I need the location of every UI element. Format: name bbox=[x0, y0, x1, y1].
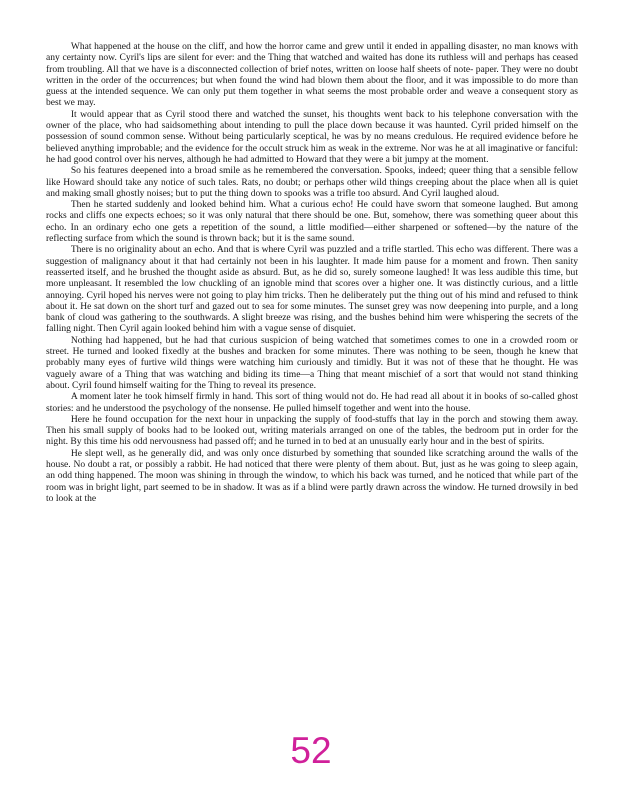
paragraph: There is no originality about an echo. And that is where Cyril was puzzled and a trifle startled. This echo was different. There was a suggestion of malignancy about it that had certainly not been in his laughter. It made him pause for a moment and frown. Then sanity reasserted itself, and he brushed the thought aside as absurd. But, as he did so, surely someone laughed! It was less audible this time, but more unpleasant. It resembled the low chuckling of an ignoble mind that scores over a higher one. It was distinctly curious, and a little annoying. Cyril hoped his nerves were not going to play him tricks. Then he deliberately put the thing out of his mind and refused to think about it. He sat down on the short turf and gazed out to sea for some minutes. The sunset grey was now deepening into purple, and a long bank of cloud was gathering to the southwards. A slight breeze was rising, and the bushes behind him were whispering the secrets of the falling night. Then Cyril again looked behind him with a vague sense of disquiet. bbox=[46, 244, 578, 335]
paragraph: So his features deepened into a broad smile as he remembered the conversation. Spooks, indeed; queer thing that a sensible fellow like Howard should take any notice of such tales. Rats, no doubt; or perhaps other wild things creeping about the place when all is quiet and making small ghostly noises; but to put the thing down to spooks was a trifle too absurd. And Cyril laughed aloud. bbox=[46, 165, 578, 199]
paragraph: What happened at the house on the cliff, and how the horror came and grew until it ended in appalling disaster, no man knows with any certainty now. Cyril's lips are silent for ever: and the Thing that watched and waited has done its ruthless will and perhaps has ceased from troubling. All that we have is a disconnected collection of brief notes, written on loose half sheets of note- paper. They were no doubt written in the order of the occurrences; but when found the wind had blown them about the floor, and it was impossible to do more than guess at the intended sequence. We can only put them together in what seems the most probable order and weave a consequent story as best we may. bbox=[46, 41, 578, 109]
paragraph: It would appear that as Cyril stood there and watched the sunset, his thoughts went back to his telephone conversation with the owner of the place, who had saidsomething about intending to pull the place down because it was haunted. Cyril prided himself on the possession of sound common sense. Without being particularly sceptical, he was by no means credulous. He required evidence before he believed anything improbable; and the evidence for the occult struck him as weak in the extreme. Nor was he at all imaginative or fanciful: he had good control over his nerves, although he had admitted to Howard that they were a bit jumpy at the moment. bbox=[46, 108, 578, 165]
body-text bbox=[46, 41, 578, 504]
paragraph: Nothing had happened, but he had that curious suspicion of being watched that sometimes comes to one in a crowded room or street. He turned and looked fixedly at the bushes and bracken for some minutes. There was nothing to be seen, though he knew that probably many eyes of furtive wild things were watching him curiously and timidly. But it was not of these that he thought. He was vaguely aware of a Thing that was watching and biding its time—a Thing that meant mischief of a sort that would not stand thinking about. Cyril found himself waiting for the Thing to reveal its presence. bbox=[46, 334, 578, 391]
paragraph: Here he found occupation for the next hour in unpacking the supply of food-stuffs that lay in the porch and stowing them away. Then his small supply of books had to be looked out, writing materials arranged on one of the tables, the bedroom put in order for the night. By this time his odd nervousness had passed off; and he turned in to bed at an unusually early hour and in the best of spirits. bbox=[46, 413, 578, 448]
page-number: 52 bbox=[290, 730, 332, 771]
paragraph: Then he started suddenly and looked behind him. What a curious echo! He could have sworn that someone laughed. But among rocks and cliffs one expects echoes; so it was only natural that there should be one. But, somehow, there was something queer about this echo. In an ordinary echo one gets a repetition of the sound, a little modified—either sharpened or softened—by the nature of the reflecting surface from which the sound is thrown back; but it is the same sound. bbox=[46, 199, 578, 245]
paragraph: A moment later he took himself firmly in hand. This sort of thing would not do. He had read all about it in books of so-called ghost stories: and he understood the psychology of the nonsense. He pulled himself together and went into the house. bbox=[46, 391, 578, 414]
paragraph: He slept well, as he generally did, and was only once disturbed by something that sounded like scratching around the walls of the house. No doubt a rat, or possibly a rabbit. He had noticed that there were plenty of them about. But, just as he was going to sleep again, an odd thing happened. The moon was shining in through the window, to which his back was turned, and he noticed that while part of the room was in bright light, part seemed to be in shadow. It was as if a blind were partly drawn across the window. He turned drowsily in bed to look at the bbox=[46, 447, 578, 504]
